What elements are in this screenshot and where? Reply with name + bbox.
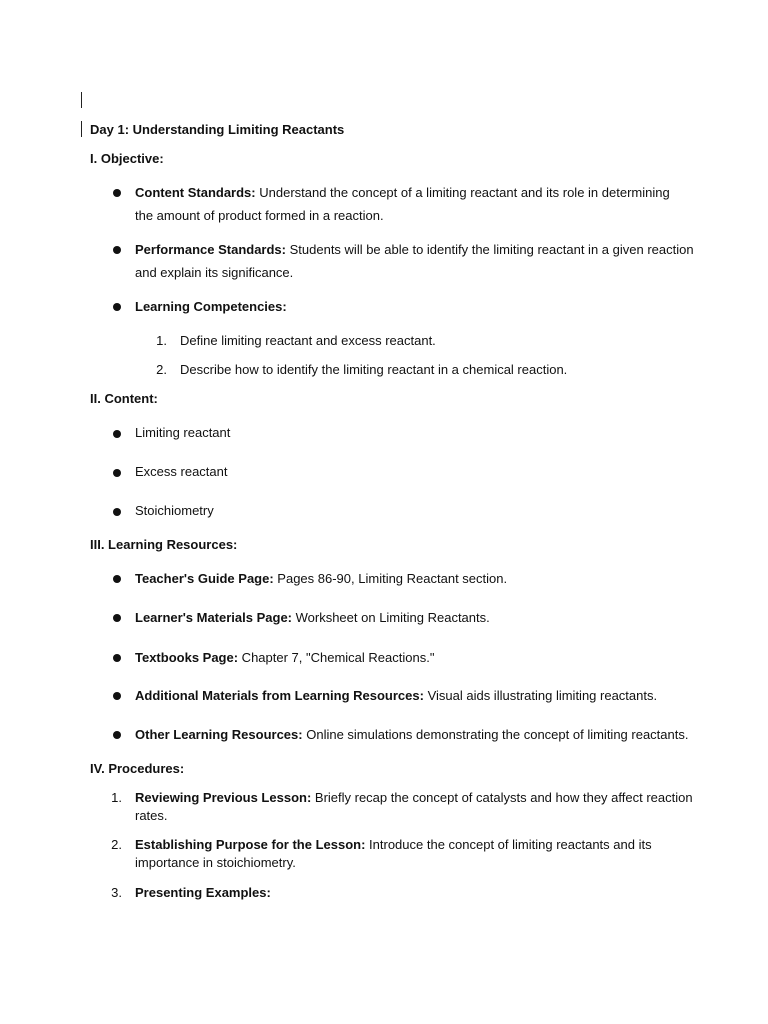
resource-label: Learner's Materials Page:: [135, 610, 292, 625]
text-cursor: [81, 92, 82, 108]
objective-heading[interactable]: I. Objective:: [90, 151, 164, 166]
resource-text: Pages 86-90, Limiting Reactant section.: [273, 571, 508, 586]
bullet-icon: [113, 614, 121, 622]
list-number: 3.: [111, 885, 122, 900]
bullet-icon: [113, 189, 121, 197]
content-item[interactable]: Stoichiometry: [135, 503, 214, 518]
resource-label: Additional Materials from Learning Resources:: [135, 688, 424, 703]
content-standards-line1[interactable]: [135, 184, 670, 202]
procedure-item-line2[interactable]: rates.: [135, 808, 168, 823]
bullet-icon: [113, 692, 121, 700]
resource-item[interactable]: [135, 649, 434, 667]
procedure-label: Reviewing Previous Lesson:: [135, 790, 312, 805]
document-title[interactable]: Day 1: Understanding Limiting Reactants: [90, 122, 345, 137]
competency-item[interactable]: Define limiting reactant and excess reactant.: [180, 333, 436, 348]
list-number: 1.: [156, 333, 167, 348]
bullet-icon: [113, 575, 121, 583]
list-number: 1.: [111, 790, 122, 805]
procedures-heading[interactable]: IV. Procedures:: [90, 761, 185, 776]
bullet-icon: [113, 246, 121, 254]
bullet-icon: [113, 731, 121, 739]
procedure-item-line1[interactable]: [135, 789, 693, 807]
competency-item[interactable]: Describe how to identify the limiting reactant in a chemical reaction.: [180, 362, 568, 377]
procedure-text: Briefly recap the concept of catalysts and how they affect reaction: [311, 790, 693, 805]
performance-standards-line2[interactable]: and explain its significance.: [135, 265, 294, 280]
resource-item[interactable]: [135, 570, 507, 588]
resource-text: Visual aids illustrating limiting reactants.: [423, 688, 658, 703]
bullet-icon: [113, 469, 121, 477]
resource-label: Textbooks Page:: [135, 650, 239, 665]
content-standards-label: Content Standards:: [135, 185, 256, 200]
procedure-text: Introduce the concept of limiting reactants and its: [365, 837, 652, 852]
content-standards-text: Understand the concept of a limiting reactant and its role in determining: [255, 185, 670, 200]
resource-item[interactable]: [135, 609, 490, 627]
resource-item[interactable]: [135, 726, 688, 744]
resources-heading[interactable]: III. Learning Resources:: [90, 537, 238, 552]
text-cursor-margin: [81, 121, 82, 137]
resource-item[interactable]: [135, 687, 657, 705]
resource-text: Chapter 7, "Chemical Reactions.": [238, 650, 435, 665]
bullet-icon: [113, 508, 121, 516]
list-number: 2.: [156, 362, 167, 377]
procedure-label: Establishing Purpose for the Lesson:: [135, 837, 366, 852]
procedure-item-line1[interactable]: [135, 836, 652, 854]
performance-standards-label: Performance Standards:: [135, 242, 286, 257]
bullet-icon: [113, 303, 121, 311]
bullet-icon: [113, 430, 121, 438]
resource-text: Worksheet on Limiting Reactants.: [292, 610, 490, 625]
content-standards-line2[interactable]: the amount of product formed in a reaction.: [135, 208, 384, 223]
performance-standards-line1[interactable]: [135, 241, 694, 259]
resource-label: Other Learning Resources:: [135, 727, 303, 742]
procedure-item-line2[interactable]: importance in stoichiometry.: [135, 855, 296, 870]
resource-text: Online simulations demonstrating the concept of limiting reactants.: [302, 727, 689, 742]
bullet-icon: [113, 654, 121, 662]
learning-competencies-label[interactable]: Learning Competencies:: [135, 299, 287, 314]
list-number: 2.: [111, 837, 122, 852]
content-item[interactable]: Excess reactant: [135, 464, 228, 479]
content-item[interactable]: Limiting reactant: [135, 425, 231, 440]
resource-label: Teacher's Guide Page:: [135, 571, 274, 586]
procedure-label[interactable]: Presenting Examples:: [135, 885, 271, 900]
content-heading[interactable]: II. Content:: [90, 391, 158, 406]
performance-standards-text: Students will be able to identify the limiting reactant in a given reaction: [286, 242, 694, 257]
